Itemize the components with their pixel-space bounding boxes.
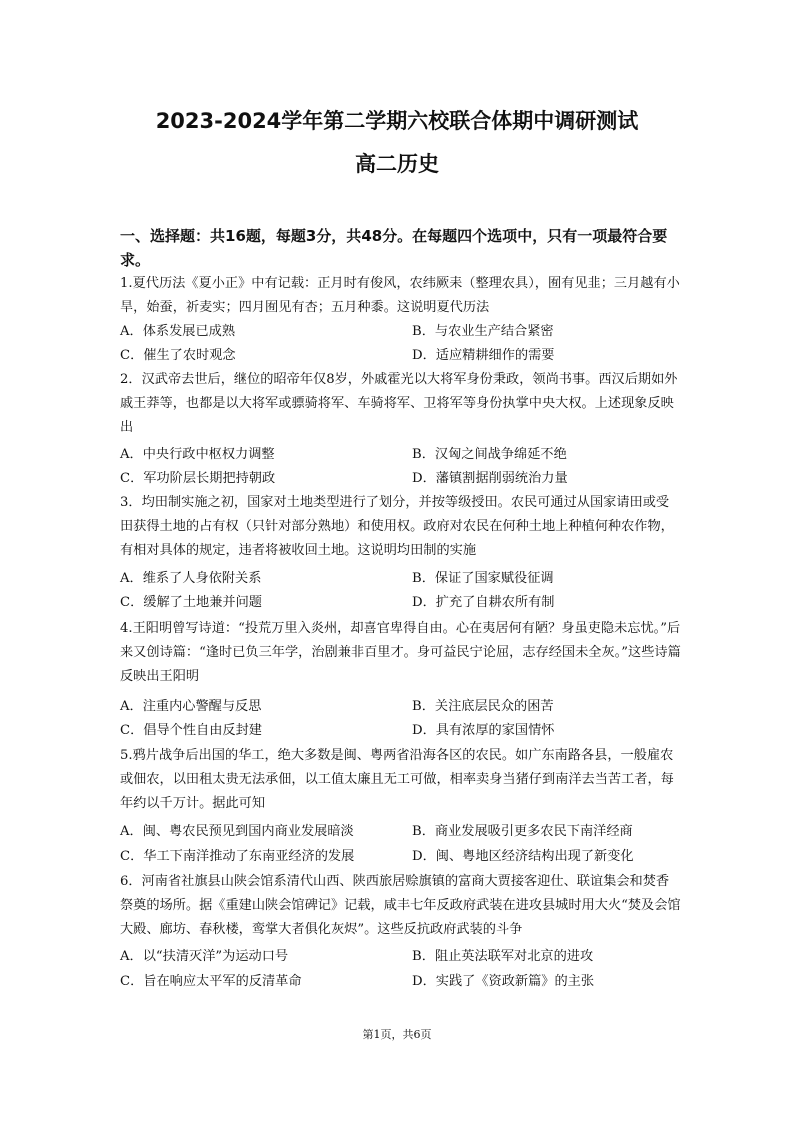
- question-6-option-a: A．以“扶清灭洋”为运动口号: [120, 949, 289, 964]
- question-2-option-d: D．藩镇割据削弱统治力量: [412, 471, 568, 486]
- question-1-option-a: A．体系发展已成熟: [120, 324, 236, 339]
- section-heading: 一、选择题：共16题，每题3分，共48分。在每题四个选项中，只有一项最符合要求。: [120, 227, 668, 269]
- question-3-option-b: B．保证了国家赋役征调: [412, 571, 554, 586]
- question-1-option-b: B．与农业生产结合紧密: [412, 324, 554, 339]
- question-3-stem: 3．均田制实施之初，国家对土地类型进行了划分，并按等级授田。农民可通过从国家请田或受田获得土地的占有权（只针对部分熟地）和使用权。政府对农民在何种土地上种植何种农作物，有相对具体的规定，违者将被收回土地。这说明均田制的实施: [120, 495, 674, 558]
- question-3-option-d: D．扩充了自耕农所有制: [412, 595, 555, 610]
- question-3-option-c: C．缓解了土地兼并问题: [120, 595, 262, 610]
- question-6-stem: 6．河南省社旗县山陕会馆系清代山西、陕西旅居赊旗镇的富商大贾接客迎仕、联谊集会和焚香祭奠的场所。据《重建山陕会馆碑记》记载，咸丰七年反政府武装在进攻县城时用大火“焚及会馆大殿、廊坊、春秋楼，鸾掌大者俱化灰烬”。这些反抗政府武装的斗争: [120, 874, 681, 937]
- question-6-option-c: C．旨在响应太平军的反清革命: [120, 974, 302, 989]
- page-number: 第1页，共6页: [362, 1028, 432, 1041]
- question-4-option-a: A．注重内心警醒与反思: [120, 699, 262, 714]
- question-5-stem: 5.鸦片战争后出国的华工，绝大多数是闽、粤两省沿海各区的农民。如广东南路各县，一般雇农或佃农，以田租太贵无法承佃，以工值太廉且无工可做，相率卖身当猪仔到南洋去当苦工者，每年约以千万计。据此可知: [120, 748, 674, 811]
- question-4-option-d: D．具有浓厚的家国情怀: [412, 723, 555, 738]
- question-1-stem: 1.夏代历法《夏小正》中有记载：正月时有俊风，农纬厥耒（整理农具），囿有见韭；三月越有小旱，始蚕，祈麦实；四月囿见有杏；五月种黍。这说明夏代历法: [120, 276, 680, 315]
- question-1-option-c: C．催生了农时观念: [120, 348, 236, 363]
- exam-title: 2023-2024学年第二学期六校联合体期中调研测试: [155, 109, 639, 133]
- question-4-option-b: B．关注底层民众的困苦: [412, 699, 554, 714]
- question-5-option-a: A．闽、粤农民预见到国内商业发展暗淡: [120, 824, 354, 839]
- question-2-stem: 2．汉武帝去世后，继位的昭帝年仅8岁，外戚霍光以大将军身份秉政，领尚书事。西汉后期如外戚王莽等，也都是以大将军或骠骑将军、车骑将军、卫将军等身份执掌中央大权。上述现象反映出: [120, 372, 678, 435]
- question-2-option-c: C．军功阶层长期把持朝政: [120, 471, 276, 486]
- question-3-option-a: A．维系了人身依附关系: [120, 571, 262, 586]
- question-2-option-b: B．汉匈之间战争绵延不绝: [412, 447, 567, 462]
- question-4-stem: 4.王阳明曾写诗道：“投荒万里入炎州，却喜官卑得自由。心在夷居何有陋？身虽吏隐未忘忧。”后来又创诗篇：“逢时已负三年学，治剧兼非百里才。身可益民宁论屈，志存经国未全灰。”这些诗篇反映出王阳明: [120, 621, 681, 684]
- question-6-option-b: B．阻止英法联军对北京的进攻: [412, 949, 594, 964]
- question-5-option-b: B．商业发展吸引更多农民下南洋经商: [412, 824, 633, 839]
- question-1-option-d: D．适应精耕细作的需要: [412, 348, 555, 363]
- question-5-option-d: D．闽、粤地区经济结构出现了新变化: [412, 849, 634, 864]
- exam-subject: 高二历史: [355, 152, 439, 176]
- question-4-option-c: C．倡导个性自由反封建: [120, 723, 262, 738]
- question-6-option-d: D．实践了《资政新篇》的主张: [412, 974, 595, 989]
- question-5-option-c: C．华工下南洋推动了东南亚经济的发展: [120, 849, 355, 864]
- question-2-option-a: A．中央行政中枢权力调整: [120, 447, 275, 462]
